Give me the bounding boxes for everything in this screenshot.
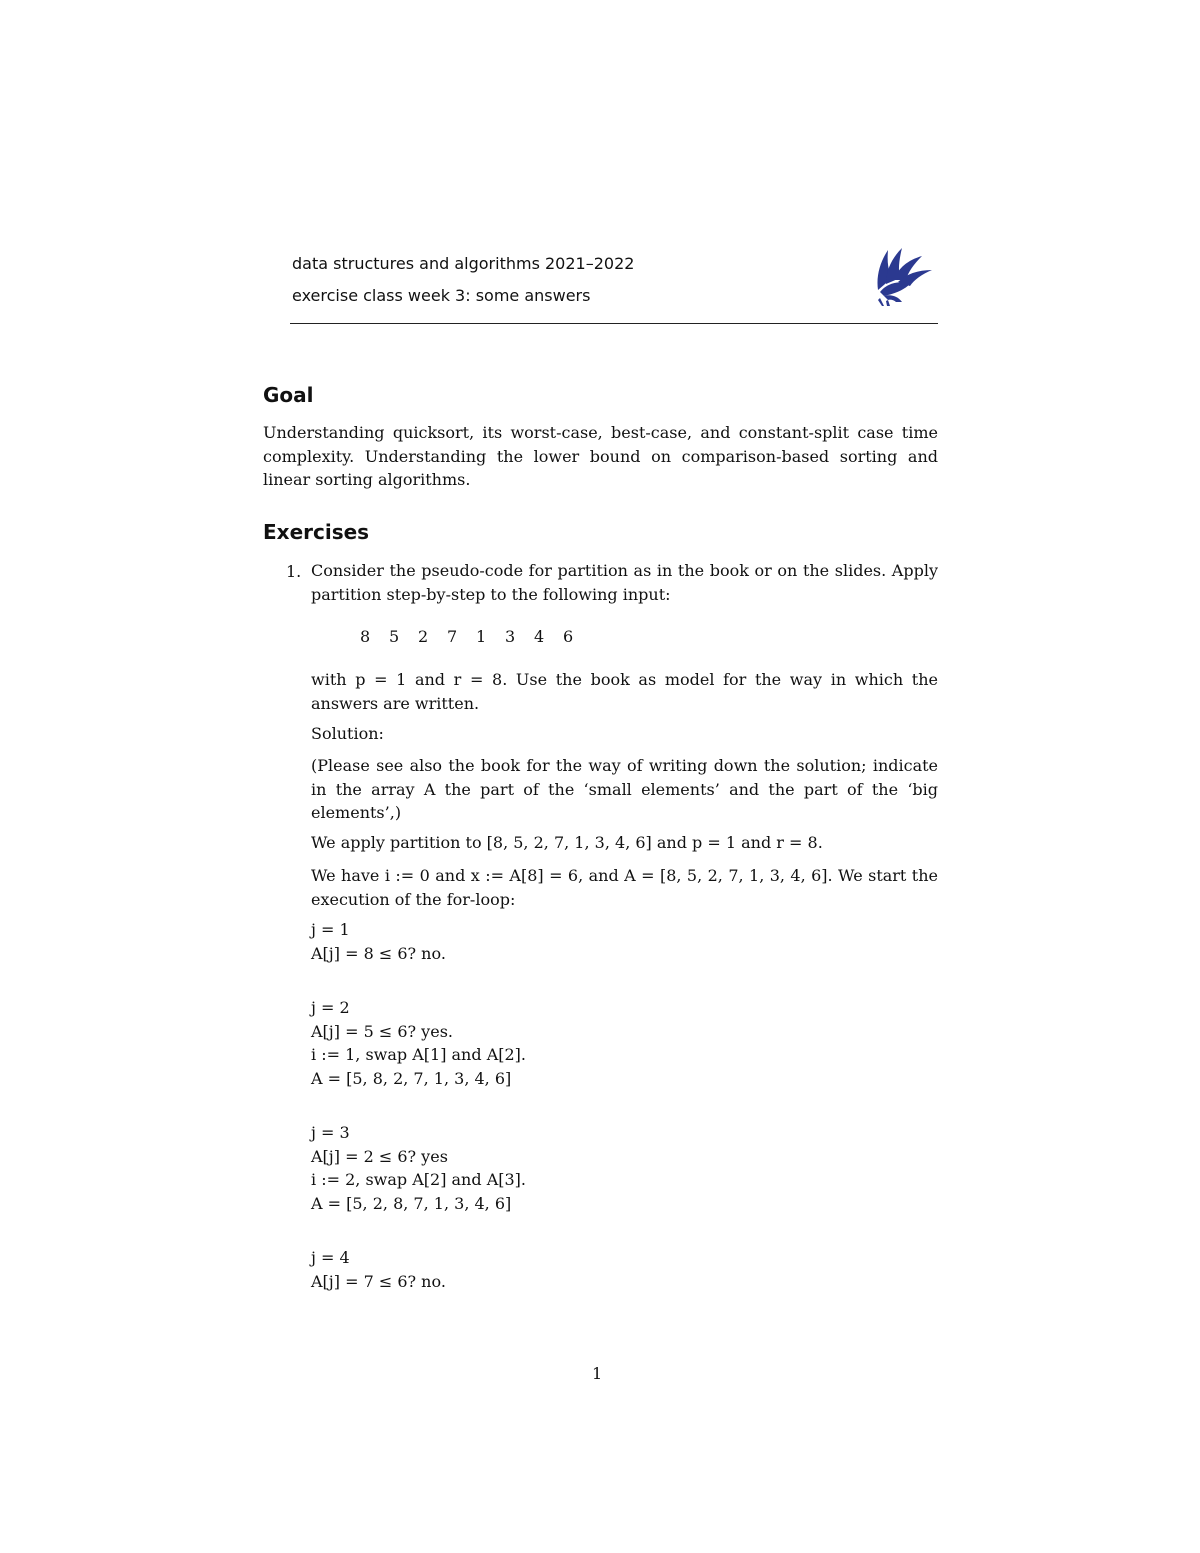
input-value: 3 — [505, 627, 516, 646]
step-test: A[j] = 8 ≤ 6? no. — [311, 943, 446, 963]
step-array: A = [5, 8, 2, 7, 1, 3, 4, 6] — [311, 1068, 512, 1088]
step-1 — [311, 918, 446, 965]
goal-text: Understanding quicksort, its worst-case, best-case, and constant-split case time complexity. Understanding the lower bound on comparison-based sorting and linear sorting algorithms. — [263, 423, 938, 489]
step-j: j = 3 — [311, 1123, 350, 1142]
input-value: 7 — [447, 627, 458, 646]
vu-griffin-logo-icon — [870, 240, 934, 306]
exercise-number: 1. — [286, 562, 302, 581]
exercise-params: with p = 1 and r = 8. Use the book as model for the way in which the answers are written. — [311, 670, 938, 713]
step-j: j = 1 — [311, 920, 350, 939]
course-title: data structures and algorithms 2021–2022 — [292, 254, 635, 273]
input-value: 2 — [418, 627, 429, 646]
step-test: A[j] = 7 ≤ 6? no. — [311, 1271, 446, 1291]
goal-heading: Goal — [263, 383, 314, 407]
document-subtitle: exercise class week 3: some answers — [292, 286, 591, 305]
step-4 — [311, 1246, 446, 1293]
step-3 — [311, 1121, 526, 1215]
input-value: 6 — [563, 627, 574, 646]
step-test: A[j] = 2 ≤ 6? yes — [311, 1146, 448, 1166]
exercise-intro: Consider the pseudo-code for partition as in the book or on the slides. Apply partition step-by-step to the following input: — [311, 561, 938, 604]
page-number: 1 — [592, 1364, 603, 1383]
header-rule — [290, 323, 938, 324]
step-j: j = 4 — [311, 1248, 350, 1267]
step-test: A[j] = 5 ≤ 6? yes. — [311, 1021, 453, 1041]
input-value: 4 — [534, 627, 545, 646]
solution-note: (Please see also the book for the way of writing down the solution; indicate in the array A the part of the ‘small elements’ and the part of the ‘big elements’,) — [311, 756, 938, 822]
solution-apply: We apply partition to [8, 5, 2, 7, 1, 3, 4, 6] and p = 1 and r = 8. — [311, 833, 823, 852]
input-value: 5 — [389, 627, 400, 646]
input-value: 8 — [360, 627, 371, 646]
exercises-heading: Exercises — [263, 520, 370, 544]
input-array — [360, 627, 592, 646]
solution-init: We have i := 0 and x := A[8] = 6, and A = [8, 5, 2, 7, 1, 3, 4, 6]. We start the execution of the for-loop: — [311, 866, 938, 909]
input-value: 1 — [476, 627, 487, 646]
step-j: j = 2 — [311, 998, 350, 1017]
step-2 — [311, 996, 526, 1090]
solution-label: Solution: — [311, 724, 384, 743]
step-array: A = [5, 2, 8, 7, 1, 3, 4, 6] — [311, 1193, 512, 1213]
step-swap: i := 2, swap A[2] and A[3]. — [311, 1170, 526, 1189]
step-swap: i := 1, swap A[1] and A[2]. — [311, 1045, 526, 1064]
